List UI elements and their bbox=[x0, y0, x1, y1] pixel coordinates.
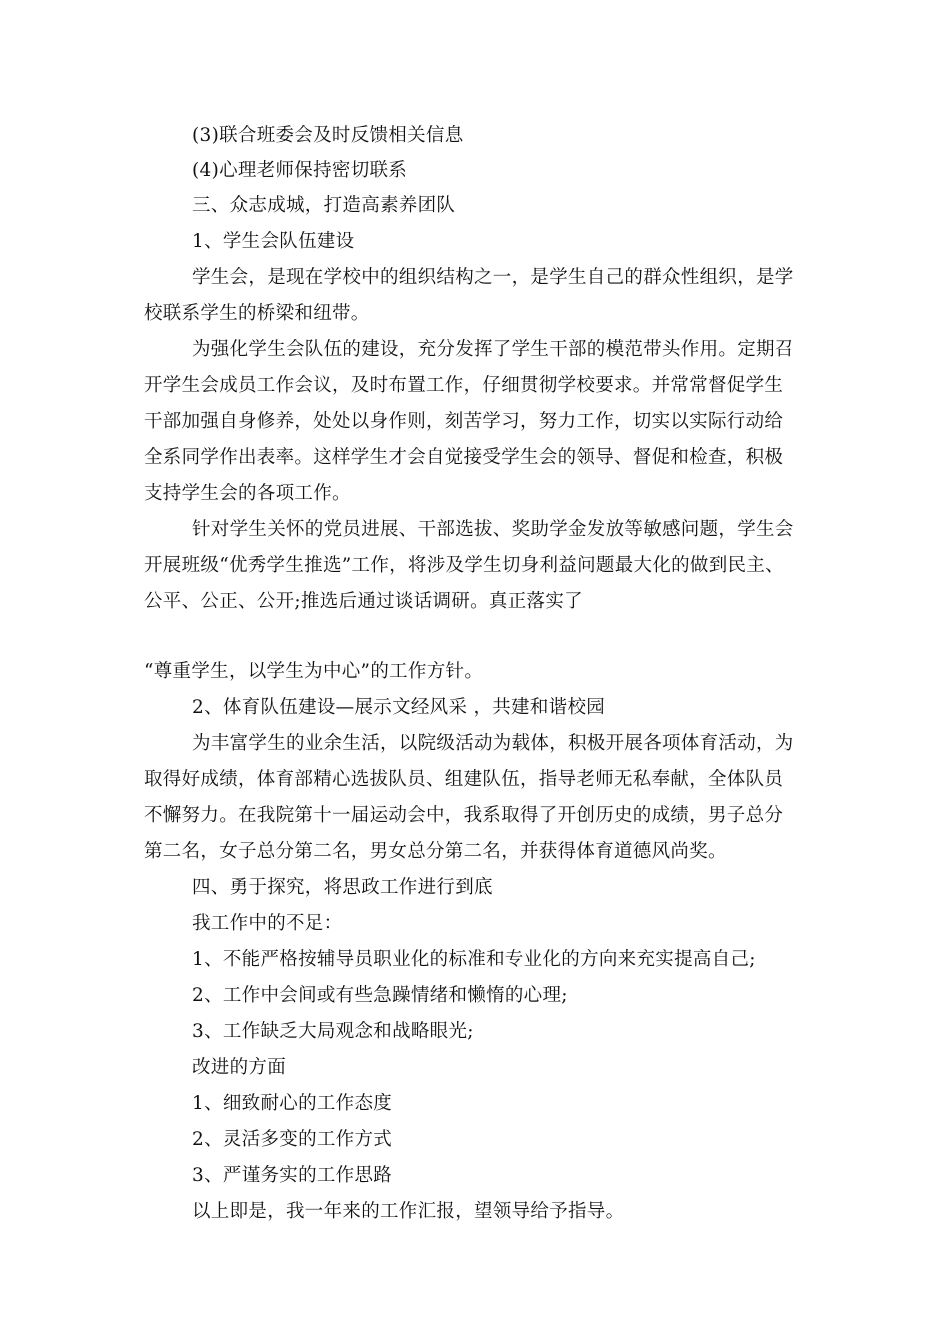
subsection-heading: 2、体育队伍建设—展示文经风采 ，共建和谐校园 bbox=[192, 697, 606, 718]
section-heading: 三、众志成城，打造高素养团队 bbox=[192, 195, 456, 216]
list-item: 1、不能严格按辅导员职业化的标准和专业化的方向来充实提高自己; bbox=[192, 949, 756, 970]
paragraph-line: 学生会，是现在学校中的组织结构之一，是学生自己的群众性组织，是学 bbox=[192, 267, 794, 288]
list-item: 2、灵活多变的工作方式 bbox=[192, 1129, 393, 1150]
paragraph-line: 为强化学生会队伍的建设，充分发挥了学生干部的模范带头作用。定期召 bbox=[192, 339, 794, 360]
paragraph-line: 第二名，女子总分第二名，男女总分第二名，并获得体育道德风尚奖。 bbox=[144, 841, 727, 862]
list-item: 3、工作缺乏大局观念和战略眼光; bbox=[192, 1021, 474, 1042]
text-line: 我工作中的不足： bbox=[192, 913, 343, 934]
paragraph-line: 校联系学生的桥梁和纽带。 bbox=[144, 303, 370, 324]
section-heading: 四、勇于探究，将思政工作进行到底 bbox=[192, 877, 493, 898]
list-item: 2、工作中会间或有些急躁情绪和懒惰的心理; bbox=[192, 985, 568, 1006]
subsection-heading: 1、学生会队伍建设 bbox=[192, 231, 355, 252]
list-item: 3、严谨务实的工作思路 bbox=[192, 1165, 393, 1186]
list-item: 1、细致耐心的工作态度 bbox=[192, 1093, 393, 1114]
closing-line: 以上即是，我一年来的工作汇报，望领导给予指导。 bbox=[192, 1201, 625, 1222]
paragraph-line: 全系同学作出表率。这样学生才会自觉接受学生会的领导、督促和检查，积极 bbox=[144, 447, 784, 468]
paragraph-line: 取得好成绩，体育部精心选拔队员、组建队伍，指导老师无私奉献，全体队员 bbox=[144, 769, 784, 790]
text-line: (3)联合班委会及时反馈相关信息 bbox=[192, 125, 464, 146]
text-line: 改进的方面 bbox=[192, 1057, 287, 1078]
paragraph-line: 公平、公正、公开;推选后通过谈话调研。真正落实了 bbox=[144, 591, 583, 612]
paragraph-line: “尊重学生，以学生为中心”的工作方针。 bbox=[144, 661, 484, 682]
paragraph-line: 开展班级“优秀学生推选”工作，将涉及学生切身利益问题最大化的做到民主、 bbox=[144, 555, 784, 576]
paragraph-line: 为丰富学生的业余生活，以院级活动为载体，积极开展各项体育活动，为 bbox=[192, 733, 794, 754]
paragraph-line: 不懈努力。在我院第十一届运动会中，我系取得了开创历史的成绩，男子总分 bbox=[144, 805, 784, 826]
paragraph-line: 开学生会成员工作会议，及时布置工作，仔细贯彻学校要求。并常常督促学生 bbox=[144, 375, 784, 396]
paragraph-line: 干部加强自身修养，处处以身作则，刻苦学习，努力工作，切实以实际行动给 bbox=[144, 411, 784, 432]
paragraph-line: 支持学生会的各项工作。 bbox=[144, 483, 351, 504]
paragraph-line: 针对学生关怀的党员进展、干部选拔、奖助学金发放等敏感问题，学生会 bbox=[192, 519, 794, 540]
text-line: (4)心理老师保持密切联系 bbox=[192, 160, 408, 181]
